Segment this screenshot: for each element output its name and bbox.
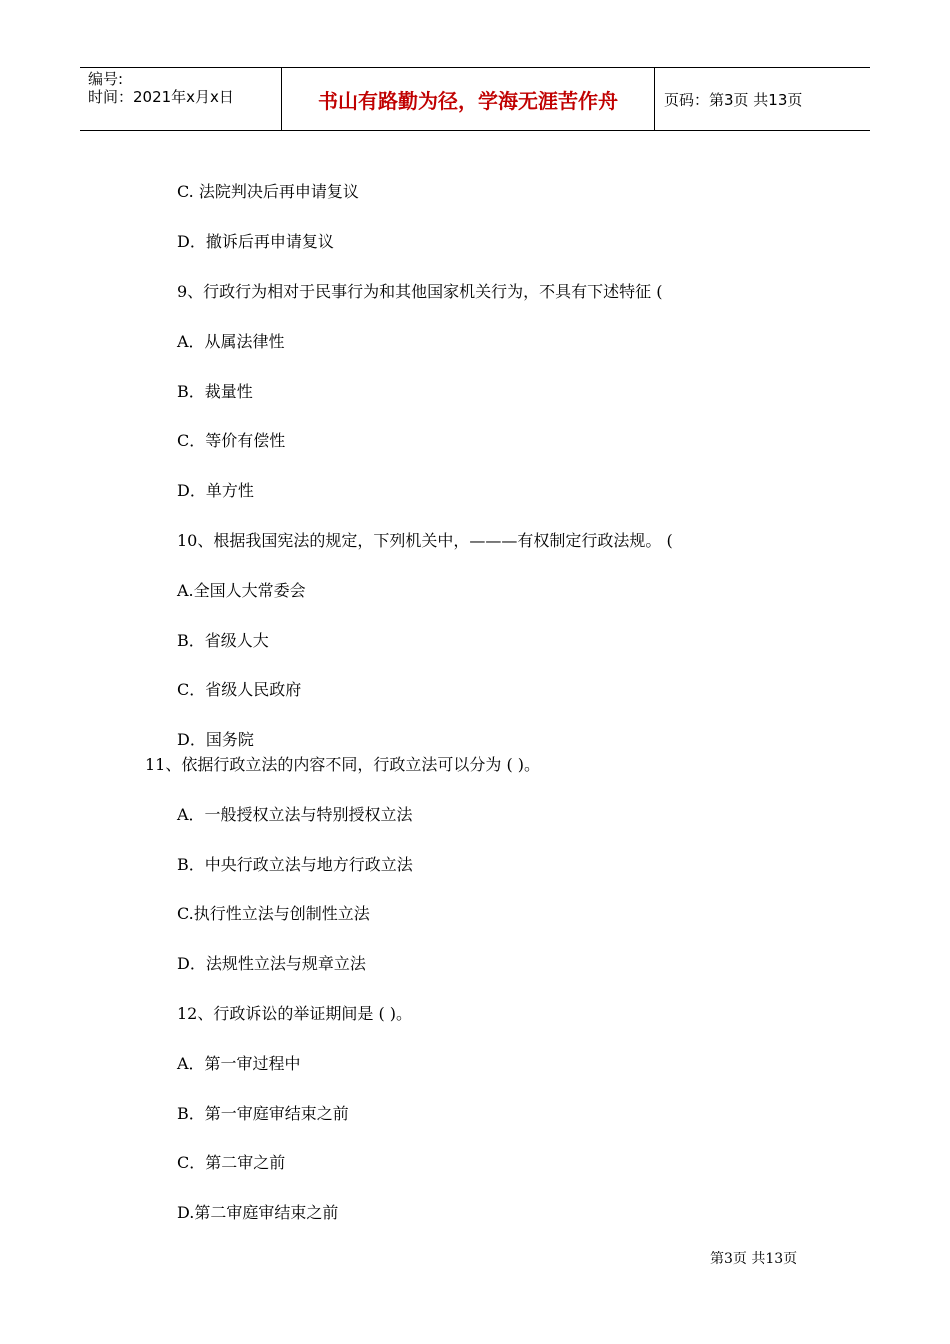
- question-line: A.全国人大常委会: [177, 581, 306, 600]
- question-line: D．法规性立法与规章立法: [177, 954, 366, 973]
- question-line: D．撤诉后再申请复议: [177, 232, 334, 251]
- question-line: D.第二审庭审结束之前: [177, 1203, 339, 1222]
- header-divider-right: [654, 68, 655, 130]
- page-header: [80, 67, 870, 131]
- question-line: C. 法院判决后再申请复议: [177, 182, 359, 201]
- question-line: 10、根据我国宪法的规定，下列机关中，———有权制定行政法规。 (: [177, 531, 673, 550]
- question-line: 11、依据行政立法的内容不同，行政立法可以分为 ( )。: [145, 755, 541, 774]
- header-page-info: 页码：第3页 共13页: [664, 90, 803, 109]
- question-line: A．一般授权立法与特别授权立法: [177, 805, 413, 824]
- question-line: C．等价有偿性: [177, 431, 286, 450]
- question-line: B．第一审庭审结束之前: [177, 1104, 349, 1123]
- question-line: B．省级人大: [177, 631, 269, 650]
- question-line: A．从属法律性: [177, 332, 285, 351]
- question-line: 12、行政诉讼的举证期间是 ( )。: [177, 1004, 413, 1023]
- question-line: 9、行政行为相对于民事行为和其他国家机关行为，不具有下述特征 (: [177, 282, 663, 301]
- question-line: B．中央行政立法与地方行政立法: [177, 855, 413, 874]
- question-line: D．国务院: [177, 730, 254, 749]
- question-line: C．省级人民政府: [177, 680, 302, 699]
- question-line: D．单方性: [177, 481, 254, 500]
- question-line: C．第二审之前: [177, 1153, 286, 1172]
- header-code-label: 编号:: [88, 70, 124, 88]
- header-meta: [88, 70, 278, 106]
- header-motto: 书山有路勤为径，学海无涯苦作舟: [318, 88, 618, 113]
- question-line: C.执行性立法与创制性立法: [177, 904, 370, 923]
- page-footer: 第3页 共13页: [710, 1251, 798, 1267]
- question-line: B．裁量性: [177, 382, 253, 401]
- header-time-label: 时间：2021年x月x日: [88, 88, 234, 106]
- question-line: A．第一审过程中: [177, 1054, 301, 1073]
